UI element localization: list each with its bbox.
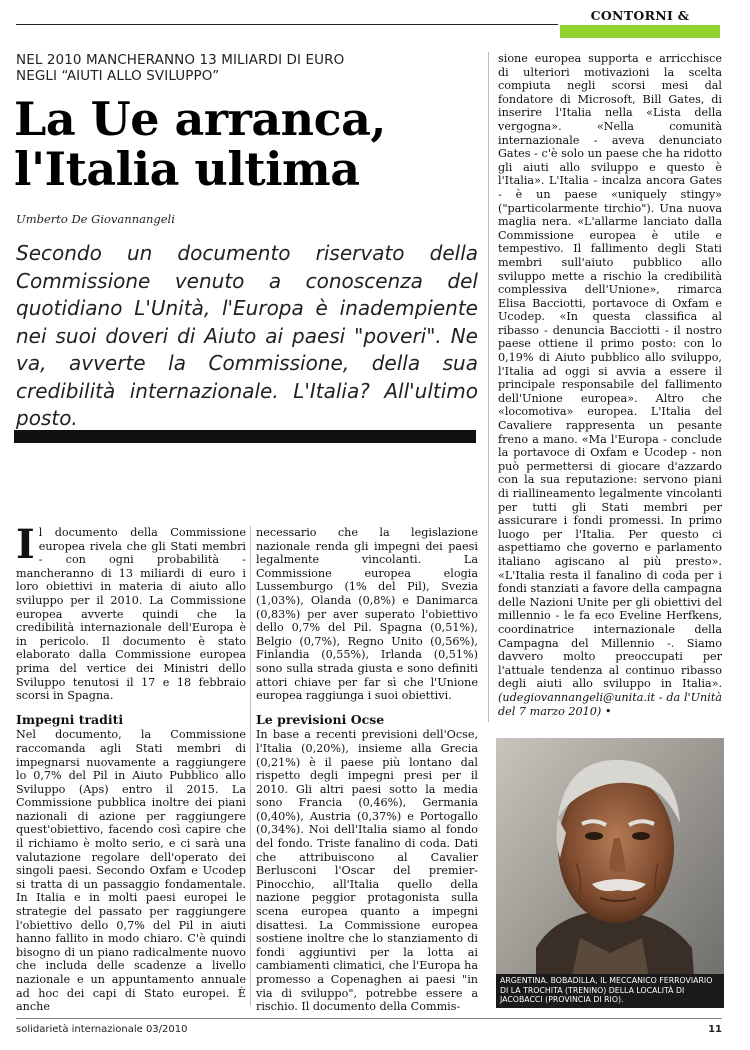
portrait-illustration <box>496 738 724 1006</box>
paragraph-text: sione europea supporta e arricchisce di ulteriori motivazioni la scelta compiuta negli scorsi mesi dal fondatore di Microsoft, Bill Gates, di inserire l'Italia nella «Lista della vergogna». «Nella comunità internazionale - aveva denunciato Gates - c'è solo un paese che ha ridotto gli aiuti allo sviluppo e questo è l'Italia». L'Italia - incalza ancora Gates - è un paese «uniquely stingy» ("particolarmente tirchio"). Una nuova maglia nera. «L'allarme lanciato dalla Commissione europea è utile e tempestivo. Il fallimento degli Stati membri sull'aiuto pubblico allo sviluppo mette a rischio la credibilità complessiva dell'Unione», rimarca Elisa Bacciotti, portavoce di Oxfam e Ucodep. «In questa classifica al ribasso - denuncia Bacciotti - il nostro paese ottiene il primo posto: con lo 0,19% di Aiuto pubblico allo sviluppo, l'Italia ad oggi si avvia a essere il principale responsabile del fallimento dell'Unione europea». Altro che «locomotiva» europea. L'Italia del Cavaliere rappresenta un pesante freno a mano. «Ma l'Europa - conclude la portavoce di Oxfam e Ucodep - non può permettersi di giocare d'azzardo con la sua reputazione: servono piani di riallineamento legalmente vincolanti per tutti gli Stati membri per assicurare i fondi promessi. In primo luogo per l'Italia. Per questo ci aspettiamo che governo e parlamento italiano agiscano al più presto». «L'Italia resta il fanalino di coda per i fondi stanziati a favore della campagna delle Nazioni Unite per gli obiettivi del millennio - le fa eco Eveline Herfkens, coordinatrice internazionale della Campagna del Millennio -. Siamo davvero molto preoccupati per l'attuale tendenza al continuo ribasso degli aiuti allo sviluppo in Italia». <box>498 52 722 691</box>
kicker-line-2: NEGLI “AIUTI ALLO SVILUPPO” <box>16 68 220 84</box>
kicker-line-1: NEL 2010 MANCHERANNO 13 MILIARDI DI EURO <box>16 52 345 68</box>
footer-rule <box>16 1018 722 1019</box>
author-signoff: (udegiovannangeli@unita.it - da l'Unità del 7 marzo 2010) <box>498 690 722 718</box>
column-divider <box>250 526 251 1006</box>
subheading: Impegni traditi <box>16 711 124 727</box>
body-column-1 <box>16 521 246 1014</box>
section-accent-bar <box>560 25 720 38</box>
end-mark-icon: • <box>604 704 612 718</box>
paragraph <box>16 521 246 703</box>
paragraph-text: l documento della Commissione europea rivela che gli Stati membri - con ogni probabilità - mancheranno di 13 miliardi di euro i loro obiettivi in materia di aiuto allo sviluppo per il 2010. La Commissione europea avverte quindi che la credibilità internazionale dell'Europa è in pericolo. Il documento è stato elaborato dalla Commissione europea prima del vertice dei Ministri dello Sviluppo tenutosi il 17 e 18 febbraio scorsi in Spagna. <box>16 526 246 703</box>
drop-cap: I <box>16 521 35 568</box>
subheading: Le previsioni Ocse <box>256 711 385 727</box>
publication-footer: solidarietà internazionale 03/2010 <box>16 1024 188 1035</box>
body-column-3 <box>498 52 722 718</box>
paragraph: necessario che la legislazione nazionale renda gli impegni dei paesi legalmente vincolanti. La Commissione europea elogia Lussemburgo (1% del Pil), Svezia (1,03%), Olanda (0,8%) e Danimarca (0,83%) per aver superato l'obiettivo dello 0,7% del Pil. Spagna (0,51%), Belgio (0,7%), Regno Unito (0,56%), Finlandia (0,55%), Irlanda (0,51%) sono sulla strada giusta e sono definiti attori chiave per far sì che l'Unione europea raggiunga i suoi obiettivi. <box>256 526 478 703</box>
lead-paragraph: Secondo un documento riservato della Commissione venuto a conoscenza del quotidiano L'Unità, l'Europa è inadempiente nei suoi doveri di Aiuto ai paesi "poveri". Ne va, avverte la Commissione, della sua credibilità internazionale. L'Italia? All'ultimo posto. <box>16 241 478 430</box>
body-column-2 <box>256 526 478 1014</box>
section-label: CONTORNI & <box>590 8 690 23</box>
column-divider <box>488 52 489 722</box>
paragraph <box>498 52 722 718</box>
paragraph: Nel documento, la Commissione raccomanda agli Stati membri di impegnarsi nuovamente a raggiungere lo 0,7% del Pil in Aiuto Pubblico allo Sviluppo (Aps) entro il 2015. La Commissione pubblica inoltre dei piani nazionali di azione per raggiungere quest'obiettivo, facendo così capire che il richiamo è molto serio, e ci sarà una valutazione regolare dell'operato dei singoli paesi. Secondo Oxfam e Ucodep si tratta di un passaggio fondamentale. In Italia e in molti paesi europei le strategie del passato per raggiungere l'obiettivo dello 0,7% del Pil in aiuti hanno fallito in modo chiaro. C'è quindi bisogno di un piano radicalmente nuovo che includa delle scadenze a livello nazionale e un appuntamento annuale ad hoc dei capi di Stato europei. È anche <box>16 728 246 1014</box>
separator-bar <box>14 430 476 443</box>
portrait-photo <box>496 738 724 1006</box>
page-number: 11 <box>708 1024 722 1035</box>
paragraph: In base a recenti previsioni dell'Ocse, l'Italia (0,20%), insieme alla Grecia (0,21%) è il paese più lontano dal rispetto degli impegni presi per il 2010. Gli altri paesi sotto la media sono Francia (0,46%), Germania (0,40%), Austria (0,37%) e Portogallo (0,34%). Noi dell'Italia siamo al fondo del fondo. Triste fanalino di coda. Dati che attribuiscono al Cavalier Berlusconi l'Oscar del premier-Pinocchio, all'Italia quello della nazione peggior protagonista sulla scena europea quanto a impegni disattesi. La Commissione europea sostiene inoltre che lo stanziamento di fondi aggiuntivi per la lotta ai cambiamenti climatici, che l'Europa ha promesso a Copenaghen ai paesi "in via di sviluppo", potrebbe essere a rischio. Il documento della Commis- <box>256 728 478 1014</box>
headline-line-2: l'Italia ultima <box>14 142 360 196</box>
photo-caption: ARGENTINA. BOBADILLA, IL MECCANICO FERROVIARIO DI LA TROCHITA (TRENINO) DELLA LOCALITÀ DI JACOBACCI (PROVINCIA DI RIO). <box>496 974 724 1008</box>
top-rule <box>16 24 558 25</box>
headline-line-1: La Ue arranca, <box>14 92 386 146</box>
byline: Umberto De Giovannangeli <box>16 212 175 226</box>
kicker <box>16 52 476 84</box>
headline <box>14 94 484 194</box>
